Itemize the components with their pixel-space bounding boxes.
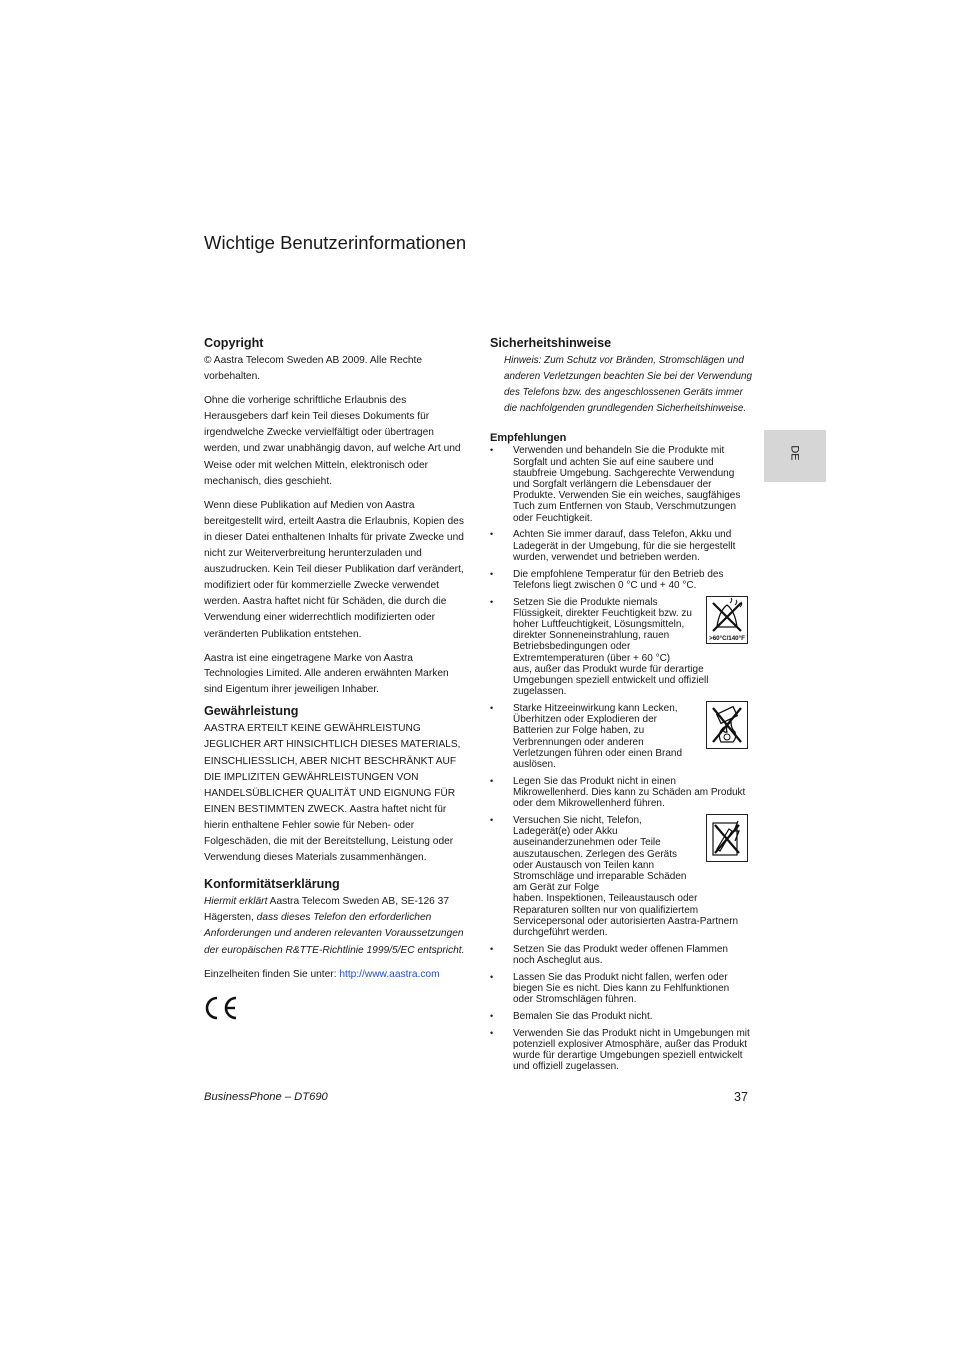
copyright-paragraph-reproduction: Ohne die vorherige schriftliche Erlaubnis des Herausgebers darf kein Teil dieses Dokuments für irgendwelche Zwecke vervielfältigt oder übertragen werden, und zwar unabhängig davon, auf welche Art und Weise oder mit welchen Mitteln, elektronisch oder mechanisch, dies geschieht. <box>204 395 461 487</box>
conformity-italic-lead: Hiermit erklärt <box>204 896 268 908</box>
details-label: Einzelheiten finden Sie unter: <box>204 968 340 980</box>
recommendations-list <box>490 445 752 1072</box>
list-item-text: • Setzen Sie die Produkte niemals Flüssigkeit, direkter Feuchtigkeit bzw. zu hoher Luftfeuchtigkeit, Lösungsmitteln, direkter Sonneneinstrahlung, rauen Betriebsbedingungen oder Extremtemperaturen (über + 60 °C) <box>513 596 692 664</box>
list-item: • Verwenden und behandeln Sie die Produkte mit Sorgfalt und achten Sie auf eine saubere und staubfreie Umgebung. Sachgerechte Verwendung und Sorgfalt verlängern die Lebensdauer der Produkte. Verwenden Sie ein weiches, saugfähiges Tuch zum Entfernen von Staub, Verschmutzungen oder Feuchtigkeit. <box>490 445 752 523</box>
list-item: • Lassen Sie das Produkt nicht fallen, werfen oder biegen Sie es nicht. Dies kann zu Fehlfunktionen oder Stromschlägen führen. <box>490 972 752 1006</box>
list-item: • Legen Sie das Produkt nicht in einen Mikrowellenherd. Dies kann zu Schäden am Produkt oder dem Mikrowellenherd führen. <box>490 776 752 810</box>
no-liquid-heat-warning-icon <box>706 596 748 644</box>
list-item <box>490 703 752 770</box>
footer-product-title: BusinessPhone – DT690 <box>204 1091 328 1103</box>
no-disassembly-warning-icon <box>706 814 748 862</box>
list-item-text: • Starke Hitzeeinwirkung kann Lecken, Überhitzen oder Explodieren der Batterien zur Folge haben, zu Verbrennungen oder anderen Verletzungen führen oder einen Brand auslösen. <box>513 703 683 771</box>
language-tab <box>764 430 826 482</box>
copyright-paragraph-trademark: Aastra ist eine eingetragene Marke von Aastra Technologies Limited. Alle anderen erwähnten Marken sind Eigentum ihrer jeweiligen Inhaber. <box>204 652 449 695</box>
ce-mark-icon <box>204 995 240 1021</box>
list-item: • Bemalen Sie das Produkt nicht. <box>490 1011 752 1022</box>
warranty-text: AASTRA ERTEILT KEINE GEWÄHRLEISTUNG JEGLICHER ART HINSICHTLICH DIESES MATERIALS, EINSCHLIESSLICH, ABER NICHT BESCHRÄNKT AUF DIE IMPLIZITEN GEWÄHRLEISTUNGEN VON HANDELSÜBLICHER QUALITÄT UND EIGNUNG FÜR EINEN BESTIMMTEN ZWECK. Aastra haftet nicht für hierin enthaltene Fehler sowie für Neben- oder Folgeschäden, die mit der Bereitstellung, Leistung oder Verwendung dieses Materials zusammenhängen. <box>204 723 461 864</box>
list-item <box>490 597 752 698</box>
recommendations-heading: Empfehlungen <box>490 432 567 445</box>
list-item-continuation: haben. Inspektionen, Teileaustausch oder Reparaturen sollten nur von qualifiziertem Servicepersonal oder autorisierten Aastra-Partnern durchgeführt werden. <box>513 893 739 939</box>
left-column <box>204 335 466 1021</box>
conformity-italic-rest: dass dieses Telefon den erforderlichen Anforderungen und anderen relevanten Voraussetzungen der europäischen R&TTE-Richtlinie 1999/5/EC entspricht. <box>204 912 465 956</box>
language-tab-label: DE <box>788 445 801 461</box>
list-item: • Setzen Sie das Produkt weder offenen Flammen noch Ascheglut aus. <box>490 944 752 966</box>
page-number: 37 <box>734 1090 748 1104</box>
list-item: • Die empfohlene Temperatur für den Betrieb des Telefons liegt zwischen 0 °C und + 40 °C. <box>490 569 752 591</box>
conformity-company: Aastra Telecom Sweden AB, SE-126 37 Hägersten, <box>204 896 450 924</box>
battery-fire-warning-icon <box>706 701 748 749</box>
copyright-notice: © Aastra Telecom Sweden AB 2009. Alle Rechte vorbehalten. <box>204 355 422 383</box>
page-title: Wichtige Benutzerinformationen <box>204 232 467 253</box>
conformity-details <box>204 967 466 983</box>
conformity-statement <box>204 894 466 958</box>
warranty-heading: Gewährleistung <box>204 704 299 719</box>
temperature-limit-label: >60°C/140°F <box>709 634 745 642</box>
list-item: • Achten Sie immer darauf, dass Telefon, Akku und Ladegerät in der Umgebung, für die sie hergestellt wurden, verwendet und betrieben werden. <box>490 529 752 563</box>
copyright-heading: Copyright <box>204 336 264 350</box>
list-item <box>490 815 752 938</box>
list-item-continuation: aus, außer das Produkt wurde für derartige Umgebungen speziell entwickelt und offiziell zugelassen. <box>513 663 709 698</box>
aastra-website-link[interactable]: http://www.aastra.com <box>339 968 440 980</box>
safety-hint: Hinweis: Zum Schutz vor Bränden, Stromschlägen und anderen Verletzungen beachten Sie bei der Verwendung des Telefons bzw. des angeschlossenen Geräts immer die nachfolgenden grundlegenden Sicherheitshinweise. <box>504 355 752 415</box>
list-item: • Verwenden Sie das Produkt nicht in Umgebungen mit potenziell explosiver Atmosphäre, außer das Produkt wurde für derartige Umgebungen speziell entwickelt und offiziell zugelassen. <box>490 1028 752 1073</box>
right-column <box>490 335 752 1078</box>
copyright-paragraph-media: Wenn diese Publikation auf Medien von Aastra bereitgestellt wird, erteilt Aastra die Erlaubnis, Kopien des in dieser Datei enthaltenen Inhalts für private Zwecke und nicht zur Weiterverbreitung herunterzuladen und auszudrucken. Kein Teil dieser Publikation darf verändert, modifiziert oder für kommerzielle Zwecke verwendet werden. Aastra haftet nicht für Schäden, die durch die Verwendung einer widerrechtlich modifizierten oder veränderten Publikation entstehen. <box>204 499 464 640</box>
conformity-heading: Konformitätserklärung <box>204 877 340 892</box>
safety-heading: Sicherheitshinweise <box>490 336 612 350</box>
list-item-text: • Versuchen Sie nicht, Telefon, Ladegerät(e) oder Akku auseinanderzunehmen oder Teile auszutauschen. Zerlegen des Geräts oder Austausch von Teilen kann Stromschläge und irreparable Schäden am Gerät zur Folge <box>513 815 687 894</box>
